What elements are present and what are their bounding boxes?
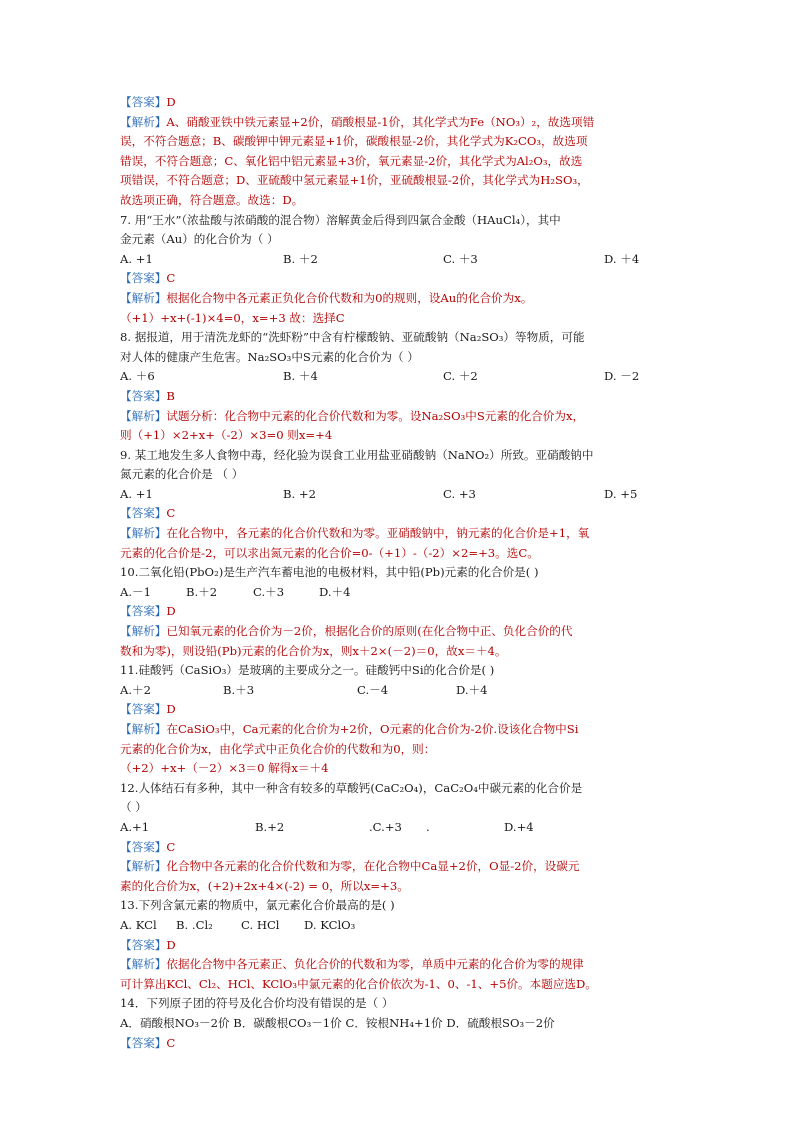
analysis-continuation: 元素的化合价为x，由化学式中正负化合价的代数和为0，则：	[120, 741, 436, 756]
answer-tag: 【答案】	[120, 95, 167, 109]
option-item: D.＋4	[319, 584, 351, 599]
option-item: D. －2	[604, 369, 640, 384]
option-item: D.＋4	[456, 682, 488, 697]
option-item: D. KClO₃	[304, 917, 356, 932]
analysis-line	[120, 955, 675, 975]
question-line: 14．下列原子团的符号及化合价均没有错误的是（ ）	[120, 996, 394, 1011]
answer-tag: 【答案】	[120, 702, 167, 717]
answer-line	[120, 93, 675, 113]
analysis-text: 在化合物中，各元素的化合价代数和为零。亚硝酸钠中，钠元素的化合价是+1，氧	[166, 526, 590, 541]
question-line: 7. 用“王水”（浓盐酸与浓硝酸的混合物）溶解黄金后得到四氯合金酸（HAuCl₄），其中	[120, 212, 561, 227]
analysis-line	[120, 720, 675, 740]
answer-line	[120, 1034, 675, 1054]
analysis-tag: 【解析】	[120, 526, 167, 541]
answer-text: C	[166, 271, 176, 286]
analysis-line	[120, 622, 675, 642]
options-row	[120, 681, 675, 701]
analysis-tag: 【解析】	[120, 859, 167, 874]
answer-line	[120, 269, 675, 289]
question-line: A．硝酸根NO₃－2价 B．碳酸根CO₃－1价 C．铵根NH₄+1价 D．硫酸根SO₃－2价	[120, 1015, 555, 1030]
option-item: D. +5	[604, 486, 638, 501]
answer-tag: 【答案】	[120, 506, 167, 521]
analysis-tag: 【解析】	[120, 408, 167, 423]
option-item: C.－4	[357, 682, 389, 697]
answer-tag: 【答案】	[120, 1035, 167, 1050]
analysis-text: 化合物中各元素的化合价代数和为零，在化合物中Ca显+2价，O显-2价，设碳元	[166, 859, 580, 874]
analysis-continuation: 误，不符合题意；B、碳酸钾中钾元素显+1价，碳酸根显-2价，其化学式为K₂CO₃，故选项	[120, 134, 588, 149]
option-item: C. ＋3	[443, 251, 478, 266]
option-item: A. +1	[120, 251, 153, 266]
analysis-text: A、硝酸亚铁中铁元素显+2价，硝酸根显-1价，其化学式为Fe（NO₃）₂，故选项错	[166, 114, 595, 129]
option-item: C. HCl	[241, 917, 280, 932]
answer-line	[120, 936, 675, 956]
answer-text: D	[166, 702, 176, 717]
analysis-line	[120, 524, 675, 544]
answer-line	[120, 602, 675, 622]
option-item: B. .Cl₂	[176, 917, 213, 932]
answer-line	[120, 504, 675, 524]
options-row	[120, 485, 675, 505]
analysis-tag: 【解析】	[120, 722, 167, 736]
option-item: C. +3	[443, 486, 476, 501]
option-item: B.+2	[255, 819, 285, 834]
options-row	[120, 367, 675, 387]
question-line: 13.下列含氯元素的物质中，氯元素化合价最高的是( )	[120, 898, 395, 913]
question-line: 11.硅酸钙（CaSiO₃）是玻璃的主要成分之一。硅酸钙中Si的化合价是( )	[120, 663, 495, 678]
answer-line	[120, 838, 675, 858]
option-item: B. ＋2	[283, 251, 318, 266]
analysis-line	[120, 113, 675, 133]
option-item: A. +1	[120, 486, 153, 501]
analysis-continuation: （+2）+x+（－2）×3＝0 解得x＝＋4	[120, 761, 329, 776]
analysis-text: 已知氧元素的化合价为－2价，根据化合价的原则(在化合物中正、负化合价的代	[166, 624, 573, 639]
analysis-continuation: （+1）+x+(-1)×4=0，x=+3 故：选择C	[120, 310, 345, 325]
analysis-continuation: 可计算出KCl、Cl₂、HCl、KClO₃中氯元素的化合价依次为-1、0、-1、+5价。本题应选D。	[120, 976, 597, 991]
option-item: A. ＋6	[120, 369, 155, 384]
answer-tag: 【答案】	[120, 271, 167, 286]
answer-text: C	[166, 506, 176, 521]
option-item: C. ＋2	[443, 369, 478, 384]
question-line: 10.二氧化铅(PbO₂)是生产汽车蓄电池的电极材料，其中铅(Pb)元素的化合价是( )	[120, 565, 539, 580]
answer-text: C	[166, 1035, 176, 1050]
options-row	[120, 250, 675, 270]
analysis-continuation: 素的化合价为x，(+2)+2x+4×(-2) = 0，所以x=+3。	[120, 878, 409, 893]
analysis-continuation: 则（+1）×2+x+（-2）×3=0 则x=+4	[120, 428, 333, 443]
analysis-continuation: 项错误，不符合题意；D、亚硫酸中氢元素显+1价，亚硫酸根显-2价，其化学式为H₂SO₃，	[120, 173, 589, 188]
question-line: 9. 某工地发生多人食物中毒，经化验为误食工业用盐亚硝酸钠（NaNO₂）所致。亚硝酸钠中	[120, 447, 594, 462]
question-line: （ ）	[120, 800, 147, 815]
question-line: 对人体的健康产生危害。Na₂SO₃中S元素的化合价为（ ）	[120, 349, 419, 364]
option-item: B. ＋4	[283, 369, 318, 384]
question-line: 氮元素的化合价是 （ ）	[120, 467, 244, 482]
option-item: D. ＋4	[604, 251, 640, 266]
document-page	[120, 93, 675, 1053]
option-item: A.+1	[120, 819, 150, 834]
option-item: A. KCl	[120, 917, 157, 932]
answer-text: D	[166, 95, 176, 109]
answer-tag: 【答案】	[120, 937, 167, 952]
analysis-text: 依据化合物中各元素正、负化合价的代数和为零，单质中元素的化合价为零的规律	[166, 957, 584, 972]
answer-tag: 【答案】	[120, 388, 167, 403]
answer-text: D	[166, 604, 176, 619]
options-row	[120, 818, 675, 838]
option-item: D.+4	[504, 819, 534, 834]
answer-tag: 【答案】	[120, 604, 167, 619]
answer-line	[120, 387, 675, 407]
analysis-continuation: 故选项正确，符合题意。故选：D。	[120, 192, 304, 207]
analysis-tag: 【解析】	[120, 957, 167, 972]
analysis-line	[120, 857, 675, 877]
analysis-continuation: 数和为零)，则设铅(Pb)元素的化合价为x，则x＋2×(－2)＝0，故x＝＋4。	[120, 643, 507, 658]
analysis-continuation: 元素的化合价是-2，可以求出氮元素的化合价=0-（+1）-（-2）×2=+3。选C。	[120, 545, 539, 560]
analysis-tag: 【解析】	[120, 114, 167, 129]
option-item: B.＋2	[186, 584, 218, 599]
option-item: A.－1	[120, 584, 152, 599]
question-line: 8. 据报道，用于清洗龙虾的“洗虾粉”中含有柠檬酸钠、亚硫酸钠（Na₂SO₃）等物质，可能	[120, 330, 585, 345]
answer-text: C	[166, 839, 176, 854]
question-line: 金元素（Au）的化合价为（ ）	[120, 232, 279, 247]
options-row	[120, 583, 675, 603]
option-item: .C.+3	[369, 819, 402, 834]
answer-text: D	[166, 937, 176, 952]
analysis-continuation: 错误，不符合题意；C、氧化铝中铝元素显+3价，氧元素显-2价，其化学式为Al₂O₃，故选	[120, 153, 583, 168]
option-item: B. +2	[283, 486, 316, 501]
option-item: C.＋3	[253, 584, 285, 599]
analysis-line	[120, 289, 675, 309]
analysis-text: 试题分析：化合物中元素的化合价代数和为零。设Na₂SO₃中S元素的化合价为x，	[166, 408, 585, 423]
option-item: .	[426, 819, 430, 834]
question-line: 12.人体结石有多种，其中一种含有较多的草酸钙(CaC₂O₄)，CaC₂O₄中碳元素的化合价是	[120, 780, 583, 795]
analysis-tag: 【解析】	[120, 624, 167, 639]
answer-line	[120, 700, 675, 720]
option-item: B.＋3	[223, 682, 255, 697]
answer-tag: 【答案】	[120, 839, 167, 854]
options-row	[120, 916, 675, 936]
answer-text: B	[166, 388, 175, 403]
analysis-tag: 【解析】	[120, 290, 167, 305]
option-item: A.＋2	[120, 682, 152, 697]
analysis-text: 在CaSiO₃中，Ca元素的化合价为+2价，O元素的化合价为-2价.设该化合物中Si	[166, 722, 579, 736]
analysis-line	[120, 407, 675, 427]
analysis-text: 根据化合物中各元素正负化合价代数和为0的规则，设Au的化合价为x。	[166, 290, 533, 305]
